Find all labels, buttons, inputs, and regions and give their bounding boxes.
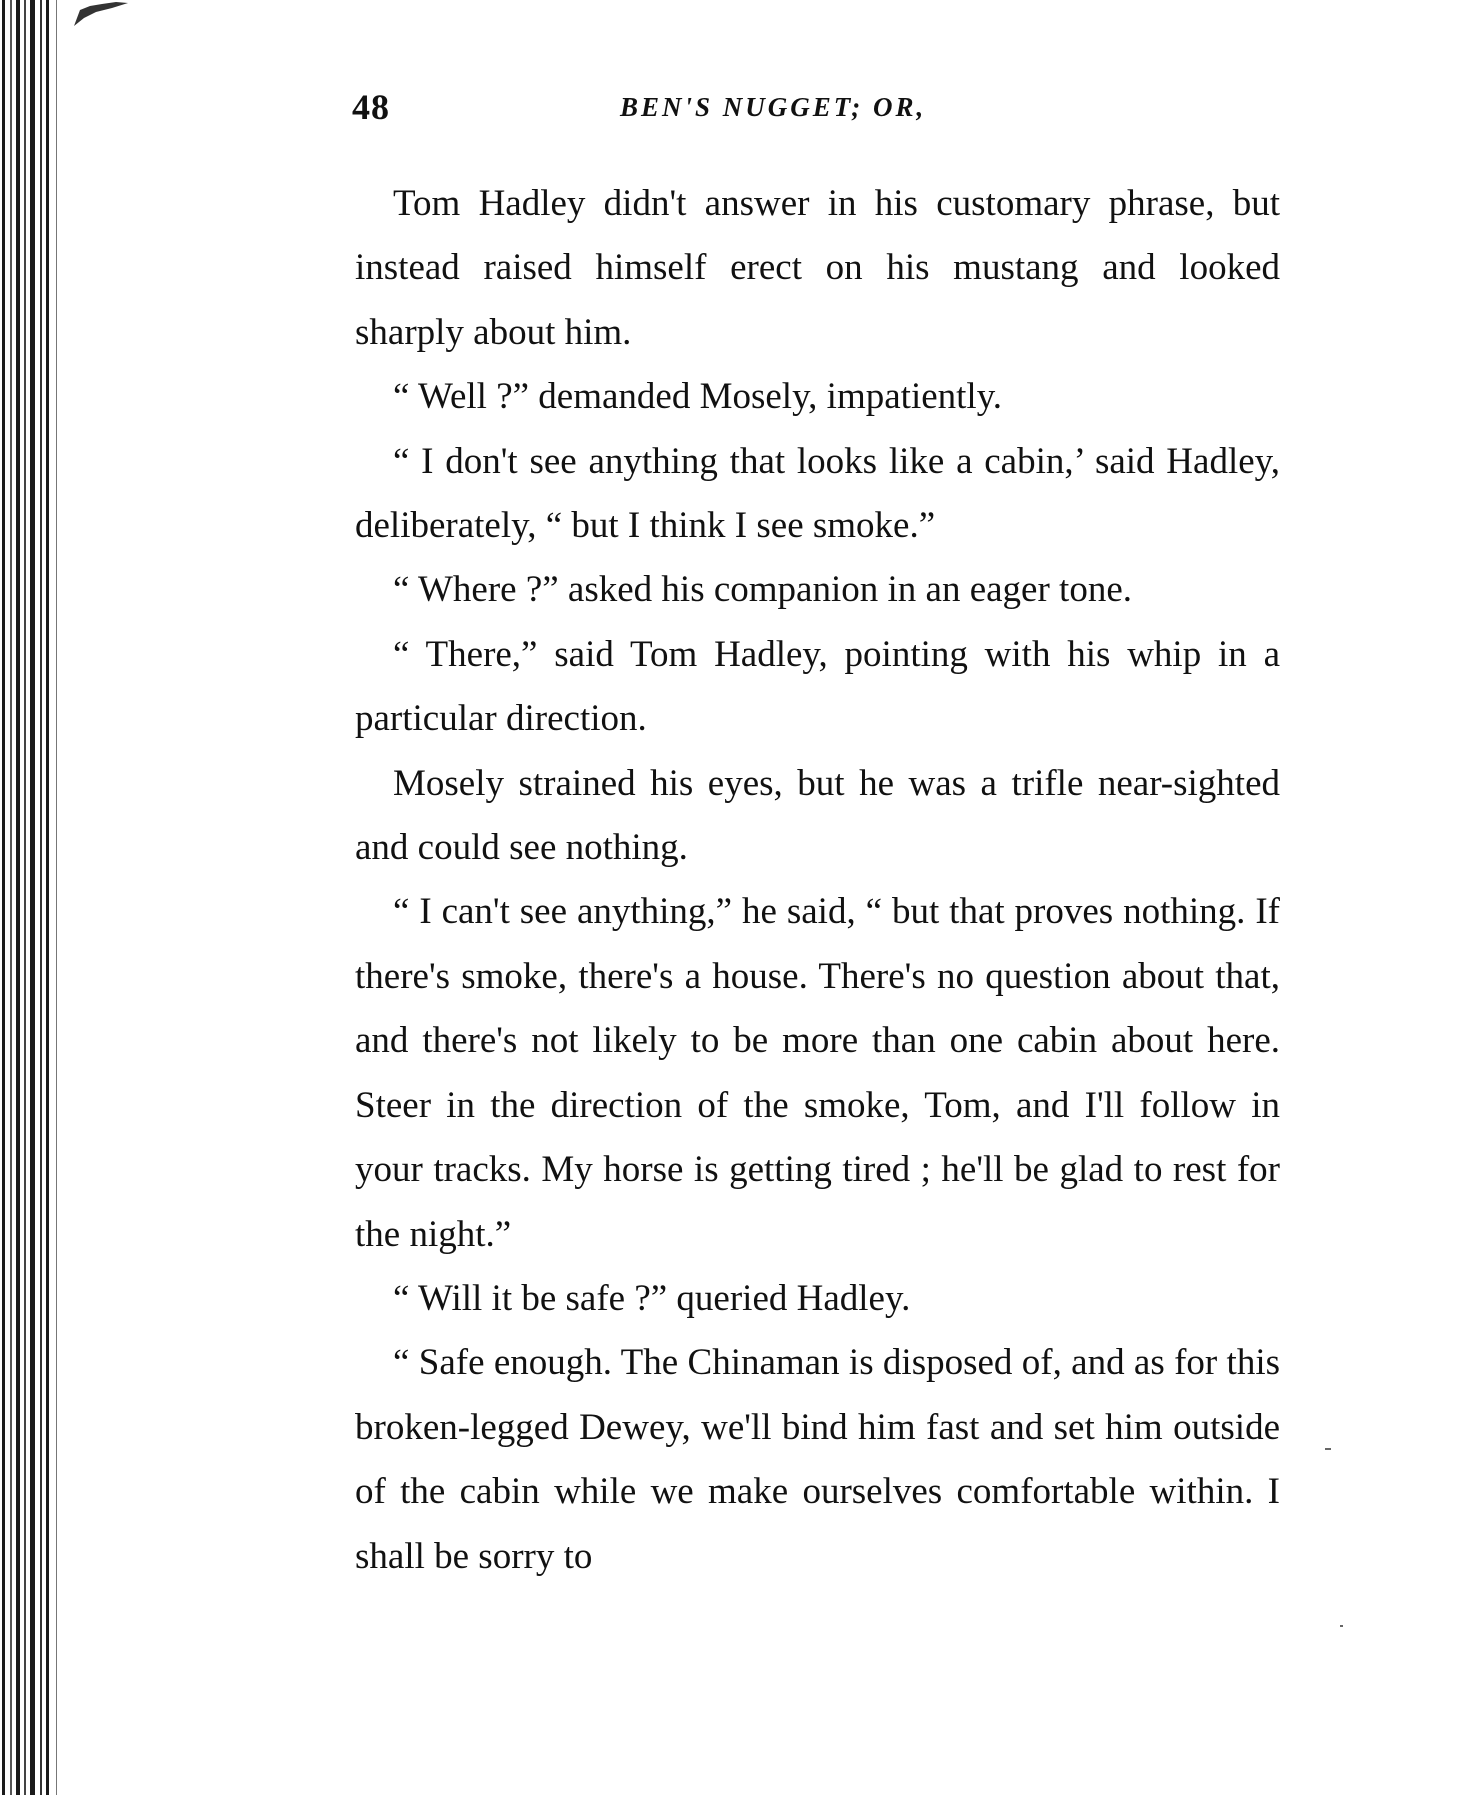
- paragraph: “ Safe enough. The Chinaman is disposed of, and as for this broken-legged Dewey, we'll bind him fast and set him outside of the cabin while we make ourselves comfortable within. I shall be sorry to: [355, 1342, 1280, 1577]
- paragraph: “ Well ?” demanded Mosely, impatiently.: [393, 376, 1003, 418]
- paragraph: “ I don't see anything that looks like a cabin,’ said Hadley, deliberately, “ but I think I see smoke.”: [355, 440, 1280, 547]
- page-gutter: [0, 0, 70, 1795]
- paragraph: “ Will it be safe ?” queried Hadley.: [393, 1277, 911, 1319]
- body-text: [355, 172, 1280, 1589]
- page-number: 48: [352, 87, 390, 127]
- running-title: BEN'S NUGGET; OR,: [620, 92, 927, 122]
- scan-speck: [1325, 1448, 1331, 1450]
- page-header: [352, 86, 1282, 134]
- paragraph: Mosely strained his eyes, but he was a trifle near-sighted and could see nothing.: [355, 762, 1280, 869]
- ink-smudge: [72, 0, 132, 28]
- paragraph: “ I can't see anything,” he said, “ but that proves nothing. If there's smoke, there's a house. There's no question about that, and there's not likely to be more than one cabin about here. Steer in the direction of the smoke, Tom, and I'll follow in your tracks. My horse is getting tired ; he'll be glad to rest for the night.”: [355, 891, 1280, 1255]
- scan-speck: [1340, 1625, 1343, 1627]
- paragraph: “ Where ?” asked his companion in an eager tone.: [393, 569, 1133, 611]
- paragraph: Tom Hadley didn't answer in his customary phrase, but instead raised himself erect on his mustang and looked sharply about him.: [355, 183, 1280, 353]
- paragraph: “ There,” said Tom Hadley, pointing with his whip in a particular direction.: [355, 633, 1280, 740]
